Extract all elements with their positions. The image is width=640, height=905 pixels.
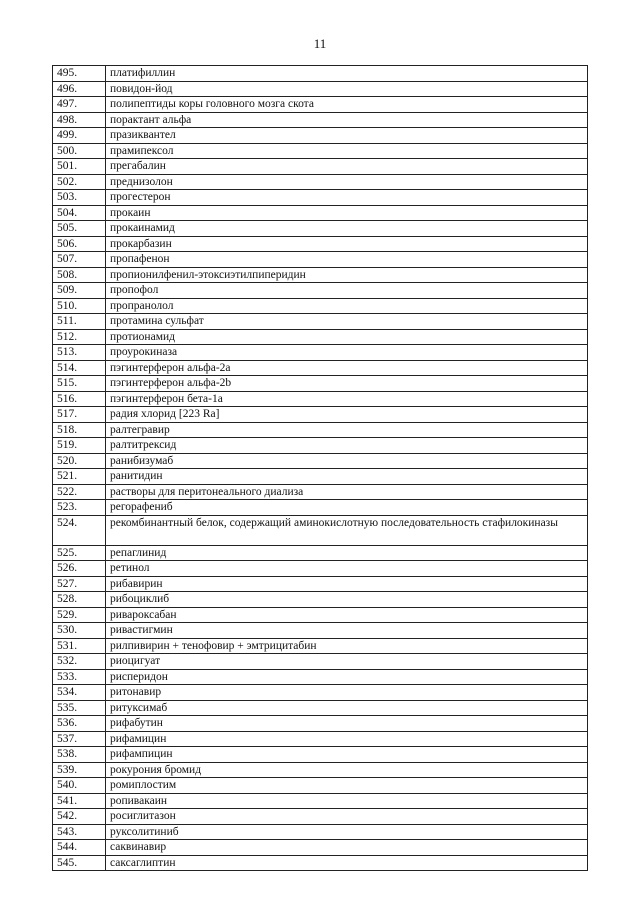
drug-name: пэгинтерферон бета-1а xyxy=(106,391,588,407)
drug-name: прокарбазин xyxy=(106,236,588,252)
table-row xyxy=(53,298,588,314)
table-row xyxy=(53,545,588,561)
row-number: 542. xyxy=(53,809,106,825)
drug-name: протионамид xyxy=(106,329,588,345)
row-number: 501. xyxy=(53,159,106,175)
table-row xyxy=(53,669,588,685)
drug-name: ропивакаин xyxy=(106,793,588,809)
table-row xyxy=(53,778,588,794)
row-number: 534. xyxy=(53,685,106,701)
drug-name: пропранолол xyxy=(106,298,588,314)
table-row xyxy=(53,376,588,392)
drug-name: празиквантел xyxy=(106,128,588,144)
row-number: 498. xyxy=(53,112,106,128)
row-number: 527. xyxy=(53,576,106,592)
table-row xyxy=(53,329,588,345)
row-number: 540. xyxy=(53,778,106,794)
drug-name: риоцигуат xyxy=(106,654,588,670)
row-number: 517. xyxy=(53,407,106,423)
page-number: 11 xyxy=(313,36,327,51)
drug-name: платифиллин xyxy=(106,66,588,82)
drug-name: радия хлорид [223 Ra] xyxy=(106,407,588,423)
row-number: 525. xyxy=(53,545,106,561)
drug-name: протамина сульфат xyxy=(106,314,588,330)
drug-name: прокаинамид xyxy=(106,221,588,237)
row-number: 541. xyxy=(53,793,106,809)
table-row xyxy=(53,236,588,252)
table-row xyxy=(53,469,588,485)
row-number: 522. xyxy=(53,484,106,500)
table-row xyxy=(53,283,588,299)
table-row xyxy=(53,824,588,840)
table-row xyxy=(53,731,588,747)
table-row xyxy=(53,607,588,623)
table-row xyxy=(53,685,588,701)
drug-name: прегабалин xyxy=(106,159,588,175)
row-number: 503. xyxy=(53,190,106,206)
drug-name: повидон-йод xyxy=(106,81,588,97)
drug-list-body xyxy=(53,66,588,871)
row-number: 516. xyxy=(53,391,106,407)
table-row xyxy=(53,453,588,469)
row-number: 515. xyxy=(53,376,106,392)
row-number: 507. xyxy=(53,252,106,268)
drug-name: регорафениб xyxy=(106,500,588,516)
row-number: 505. xyxy=(53,221,106,237)
row-number: 521. xyxy=(53,469,106,485)
drug-name: рисперидон xyxy=(106,669,588,685)
drug-name: ранибизумаб xyxy=(106,453,588,469)
table-row xyxy=(53,793,588,809)
table-row xyxy=(53,97,588,113)
row-number: 513. xyxy=(53,345,106,361)
table-row xyxy=(53,638,588,654)
drug-name: рекомбинантный белок, содержащий аминокислотную последовательность стафилокиназы xyxy=(106,515,588,545)
drug-name: рибавирин xyxy=(106,576,588,592)
drug-name: росиглитазон xyxy=(106,809,588,825)
table-row xyxy=(53,174,588,190)
row-number: 526. xyxy=(53,561,106,577)
row-number: 510. xyxy=(53,298,106,314)
row-number: 545. xyxy=(53,855,106,871)
table-row xyxy=(53,422,588,438)
drug-name: прокаин xyxy=(106,205,588,221)
table-row xyxy=(53,112,588,128)
row-number: 495. xyxy=(53,66,106,82)
table-row xyxy=(53,407,588,423)
row-number: 536. xyxy=(53,716,106,732)
drug-name: преднизолон xyxy=(106,174,588,190)
table-row xyxy=(53,205,588,221)
table-row xyxy=(53,159,588,175)
drug-name: ромиплостим xyxy=(106,778,588,794)
row-number: 535. xyxy=(53,700,106,716)
table-row xyxy=(53,762,588,778)
row-number: 523. xyxy=(53,500,106,516)
row-number: 500. xyxy=(53,143,106,159)
drug-name: проурокиназа xyxy=(106,345,588,361)
table-row xyxy=(53,700,588,716)
drug-name: ралтегравир xyxy=(106,422,588,438)
row-number: 532. xyxy=(53,654,106,670)
drug-name: пропионилфенил-этоксиэтилпиперидин xyxy=(106,267,588,283)
row-number: 520. xyxy=(53,453,106,469)
drug-name: ралтитрексид xyxy=(106,438,588,454)
drug-name: пэгинтерферон альфа-2b xyxy=(106,376,588,392)
table-row xyxy=(53,360,588,376)
drug-name: ривастигмин xyxy=(106,623,588,639)
table-row xyxy=(53,81,588,97)
row-number: 512. xyxy=(53,329,106,345)
row-number: 514. xyxy=(53,360,106,376)
drug-name: рибоциклиб xyxy=(106,592,588,608)
table-row xyxy=(53,840,588,856)
row-number: 496. xyxy=(53,81,106,97)
table-row xyxy=(53,345,588,361)
table-row xyxy=(53,515,588,545)
table-row xyxy=(53,314,588,330)
drug-name: рилпивирин + тенофовир + эмтрицитабин xyxy=(106,638,588,654)
table-row xyxy=(53,438,588,454)
drug-name: порактант альфа xyxy=(106,112,588,128)
row-number: 499. xyxy=(53,128,106,144)
row-number: 543. xyxy=(53,824,106,840)
drug-name: растворы для перитонеального диализа xyxy=(106,484,588,500)
table-row xyxy=(53,576,588,592)
drug-name: рифампицин xyxy=(106,747,588,763)
table-row xyxy=(53,500,588,516)
table-row xyxy=(53,252,588,268)
row-number: 506. xyxy=(53,236,106,252)
table-row xyxy=(53,128,588,144)
row-number: 533. xyxy=(53,669,106,685)
table-row xyxy=(53,484,588,500)
row-number: 497. xyxy=(53,97,106,113)
drug-name: ривароксабан xyxy=(106,607,588,623)
row-number: 504. xyxy=(53,205,106,221)
drug-list-table xyxy=(52,65,588,871)
drug-name: прамипексол xyxy=(106,143,588,159)
table-row xyxy=(53,143,588,159)
row-number: 502. xyxy=(53,174,106,190)
drug-name: полипептиды коры головного мозга скота xyxy=(106,97,588,113)
table-row xyxy=(53,716,588,732)
table-row xyxy=(53,221,588,237)
row-number: 511. xyxy=(53,314,106,330)
row-number: 518. xyxy=(53,422,106,438)
row-number: 530. xyxy=(53,623,106,639)
row-number: 544. xyxy=(53,840,106,856)
drug-name: ретинол xyxy=(106,561,588,577)
row-number: 539. xyxy=(53,762,106,778)
drug-name: рифабутин xyxy=(106,716,588,732)
row-number: 528. xyxy=(53,592,106,608)
table-row xyxy=(53,66,588,82)
table-row xyxy=(53,809,588,825)
table-row xyxy=(53,391,588,407)
drug-name: пэгинтерферон альфа-2а xyxy=(106,360,588,376)
table-row xyxy=(53,855,588,871)
row-number: 531. xyxy=(53,638,106,654)
drug-name: прогестерон xyxy=(106,190,588,206)
row-number: 508. xyxy=(53,267,106,283)
table-row xyxy=(53,592,588,608)
drug-name: пропофол xyxy=(106,283,588,299)
table-row xyxy=(53,561,588,577)
drug-name: рифамицин xyxy=(106,731,588,747)
table-row xyxy=(53,267,588,283)
drug-name: руксолитиниб xyxy=(106,824,588,840)
drug-name: ритуксимаб xyxy=(106,700,588,716)
table-row xyxy=(53,747,588,763)
drug-name: ранитидин xyxy=(106,469,588,485)
row-number: 524. xyxy=(53,515,106,545)
row-number: 537. xyxy=(53,731,106,747)
table-row xyxy=(53,190,588,206)
drug-name: саквинавир xyxy=(106,840,588,856)
drug-name: пропафенон xyxy=(106,252,588,268)
row-number: 538. xyxy=(53,747,106,763)
row-number: 509. xyxy=(53,283,106,299)
table-row xyxy=(53,623,588,639)
drug-name: саксаглиптин xyxy=(106,855,588,871)
table-row xyxy=(53,654,588,670)
drug-name: ритонавир xyxy=(106,685,588,701)
drug-name: репаглинид xyxy=(106,545,588,561)
row-number: 529. xyxy=(53,607,106,623)
drug-name: рокурония бромид xyxy=(106,762,588,778)
row-number: 519. xyxy=(53,438,106,454)
